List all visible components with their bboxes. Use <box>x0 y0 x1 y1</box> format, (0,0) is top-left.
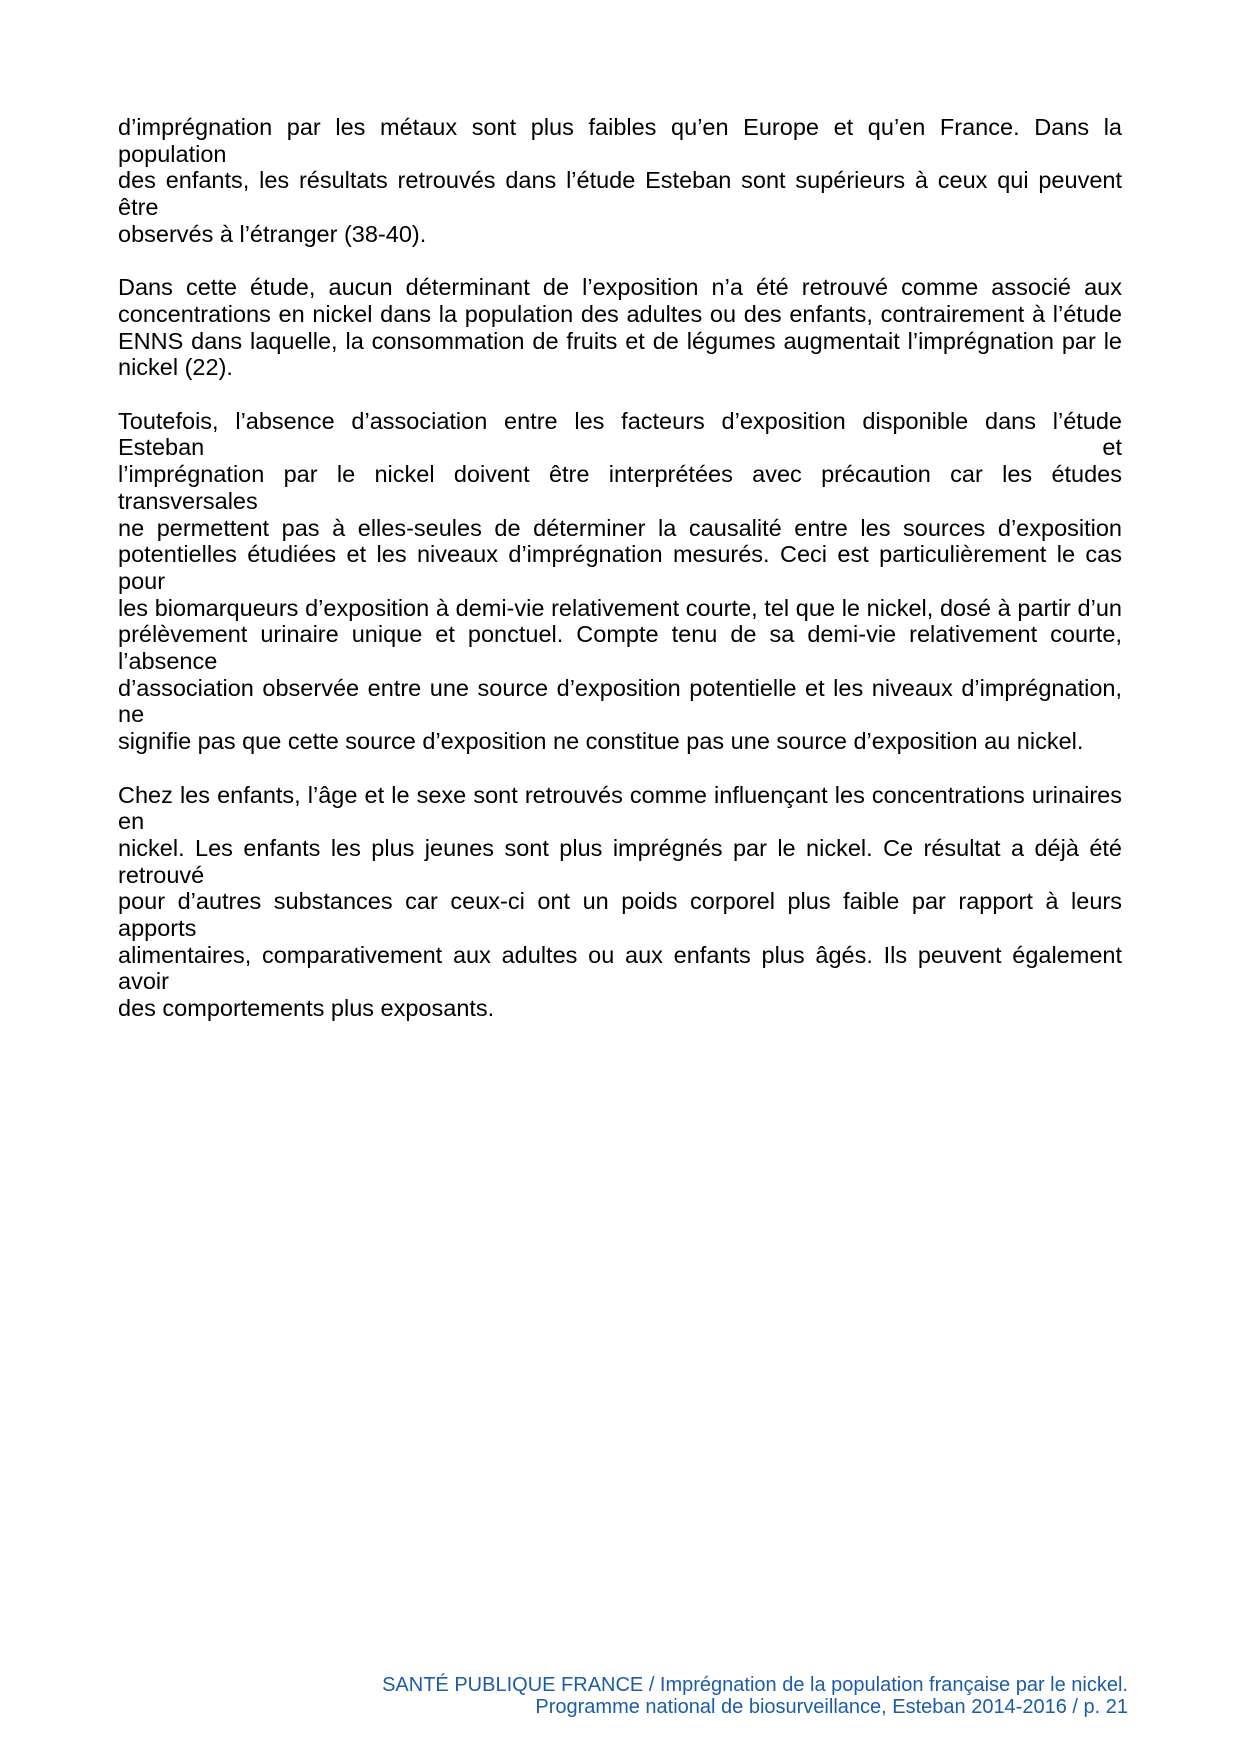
text-line: Dans cette étude, aucun déterminant de l’exposition n’a été retrouvé comme associé aux <box>118 274 1122 301</box>
text-line: l’imprégnation par le nickel doivent être interprétées avec précaution car les études transversales <box>118 461 1122 514</box>
text-line: observés à l’étranger (38-40). <box>118 220 427 247</box>
text-line: Toutefois, l’absence d’association entre les facteurs d’exposition disponible dans l’étude Esteban et <box>118 407 1122 461</box>
text-line: d’association observée entre une source d’exposition potentielle et les niveaux d’imprégnation, ne <box>118 674 1122 728</box>
text-line: ENNS dans laquelle, la consommation de fruits et de légumes augmentait l’imprégnation par le <box>118 327 1122 354</box>
footer-line-2: Programme national de biosurveillance, Esteban 2014-2016 / p. 21 <box>535 1696 1128 1719</box>
text-line: des comportements plus exposants. <box>118 995 495 1022</box>
text-line: des enfants, les résultats retrouvés dans l’étude Esteban sont supérieurs à ceux qui peuvent être <box>118 167 1122 221</box>
text-line: d’imprégnation par les métaux sont plus faibles qu’en Europe et qu’en France. Dans la population <box>118 114 1122 167</box>
text-line: alimentaires, comparativement aux adultes ou aux enfants plus âgés. Ils peuvent également avoir <box>118 941 1122 995</box>
footer-line-1: SANTÉ PUBLIQUE FRANCE / Imprégnation de la population française par le nickel. <box>382 1674 1128 1696</box>
paragraph <box>118 274 1122 381</box>
text-line: ne permettent pas à elles-seules de déterminer la causalité entre les sources d’exposition <box>118 514 1122 541</box>
text-line: concentrations en nickel dans la population des adultes ou des enfants, contrairement à l’étude <box>118 300 1122 327</box>
text-line: nickel (22). <box>118 354 233 381</box>
page-footer <box>118 1674 1128 1719</box>
text-line: les biomarqueurs d’exposition à demi-vie relativement courte, tel que le nickel, dosé à partir d’un <box>118 594 1122 621</box>
paragraph <box>118 408 1122 755</box>
text-line: nickel. Les enfants les plus jeunes sont plus imprégnés par le nickel. Ce résultat a déjà été retrouvé <box>118 834 1122 888</box>
text-line: prélèvement urinaire unique et ponctuel. Compte tenu de sa demi-vie relativement courte, l’absence <box>118 621 1122 675</box>
text-line: signifie pas que cette source d’exposition ne constitue pas une source d’exposition au nickel. <box>118 728 1084 755</box>
paragraph <box>118 782 1122 1022</box>
text-line: potentielles étudiées et les niveaux d’imprégnation mesurés. Ceci est particulièrement le cas pour <box>118 541 1122 594</box>
paragraph <box>118 114 1122 248</box>
document-body <box>118 114 1122 1049</box>
text-line: pour d’autres substances car ceux-ci ont un poids corporel plus faible par rapport à leurs apports <box>118 888 1122 942</box>
text-line: Chez les enfants, l’âge et le sexe sont retrouvés comme influençant les concentrations urinaires en <box>118 781 1122 835</box>
